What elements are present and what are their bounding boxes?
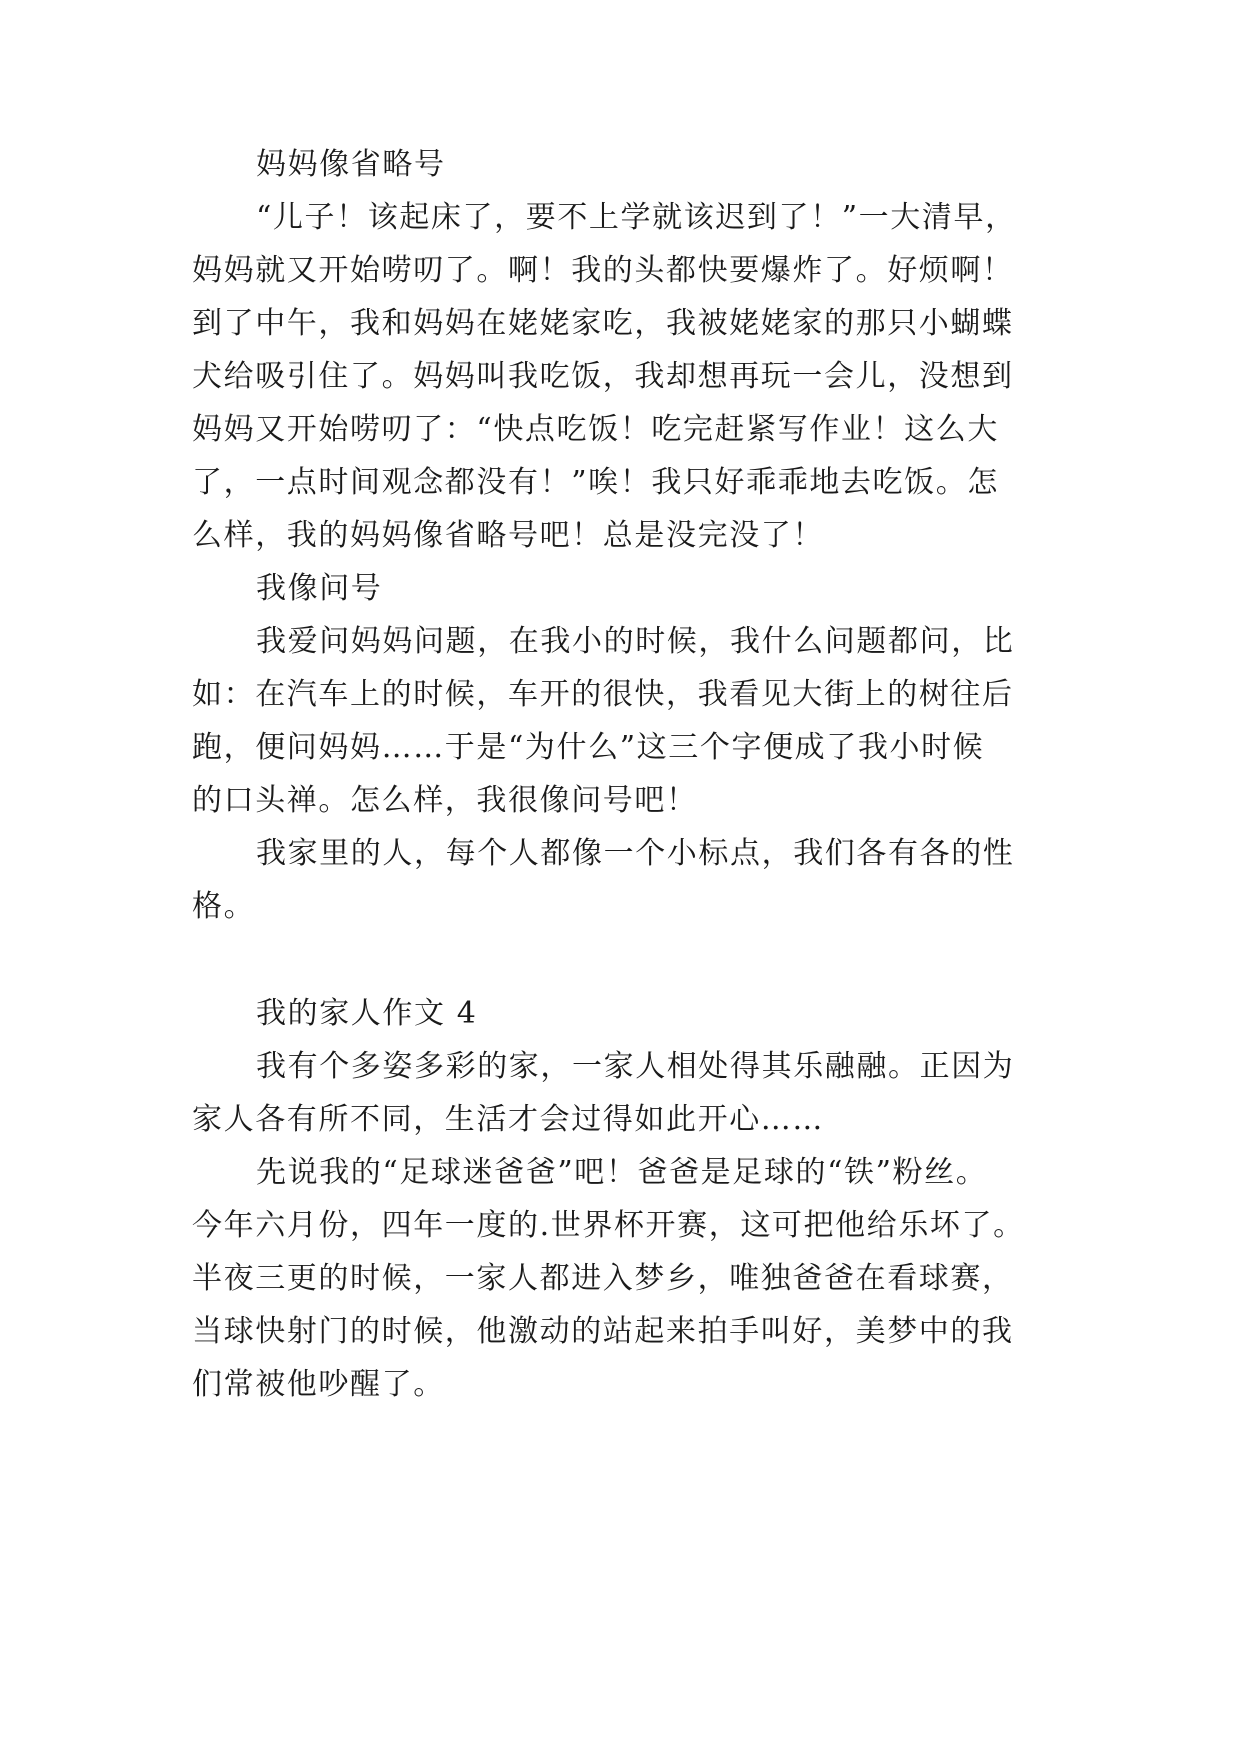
paragraph-line: 跑，便问妈妈……于是“为什么”这三个字便成了我小时候 xyxy=(192,730,985,765)
paragraph-line: 么样，我的妈妈像省略号吧！总是没完没了！ xyxy=(192,518,824,553)
paragraph-line: 当球快射门的时候，他激动的站起来拍手叫好，美梦中的我 xyxy=(192,1314,1014,1349)
paragraph-line: 妈妈就又开始唠叨了。啊！我的头都快要爆炸了。好烦啊！ xyxy=(192,253,1014,288)
essay-title: 我的家人作文 4 xyxy=(256,996,478,1031)
paragraph-line: “儿子！该起床了，要不上学就该迟到了！”一大清早， xyxy=(256,200,1017,235)
paragraph-line: 我有个多姿多彩的家，一家人相处得其乐融融。正因为 xyxy=(256,1049,1015,1084)
paragraph-line: 们常被他吵醒了。 xyxy=(192,1367,445,1402)
paragraph-line: 家人各有所不同，生活才会过得如此开心…… xyxy=(192,1102,824,1137)
paragraph-line: 了，一点时间观念都没有！”唉！我只好乖乖地去吃饭。怎 xyxy=(192,465,999,500)
paragraph-line: 犬给吸引住了。妈妈叫我吃饭，我却想再玩一会儿，没想到 xyxy=(192,359,1014,394)
section-heading-mother: 妈妈像省略号 xyxy=(256,147,446,182)
paragraph-line: 半夜三更的时候，一家人都进入梦乡，唯独爸爸在看球赛， xyxy=(192,1261,1014,1296)
paragraph-line: 妈妈又开始唠叨了：“快点吃饭！吃完赶紧写作业！这么大 xyxy=(192,412,999,447)
paragraph-line: 今年六月份，四年一度的.世界杯开赛，这可把他给乐坏了。 xyxy=(192,1208,1025,1243)
paragraph-line: 的口头禅。怎么样，我很像问号吧！ xyxy=(192,783,698,818)
paragraph-line: 我家里的人，每个人都像一个小标点，我们各有各的性 xyxy=(256,836,1015,871)
paragraph-line: 如：在汽车上的时候，车开的很快，我看见大街上的树往后 xyxy=(192,677,1014,712)
paragraph-line: 先说我的“足球迷爸爸”吧！爸爸是足球的“铁”粉丝。 xyxy=(256,1155,988,1190)
paragraph-line: 我爱问妈妈问题，在我小的时候，我什么问题都问，比 xyxy=(256,624,1015,659)
section-heading-me: 我像问号 xyxy=(256,571,383,606)
paragraph-line: 格。 xyxy=(192,889,256,924)
paragraph-line: 到了中午，我和妈妈在姥姥家吃，我被姥姥家的那只小蝴蝶 xyxy=(192,306,1014,341)
